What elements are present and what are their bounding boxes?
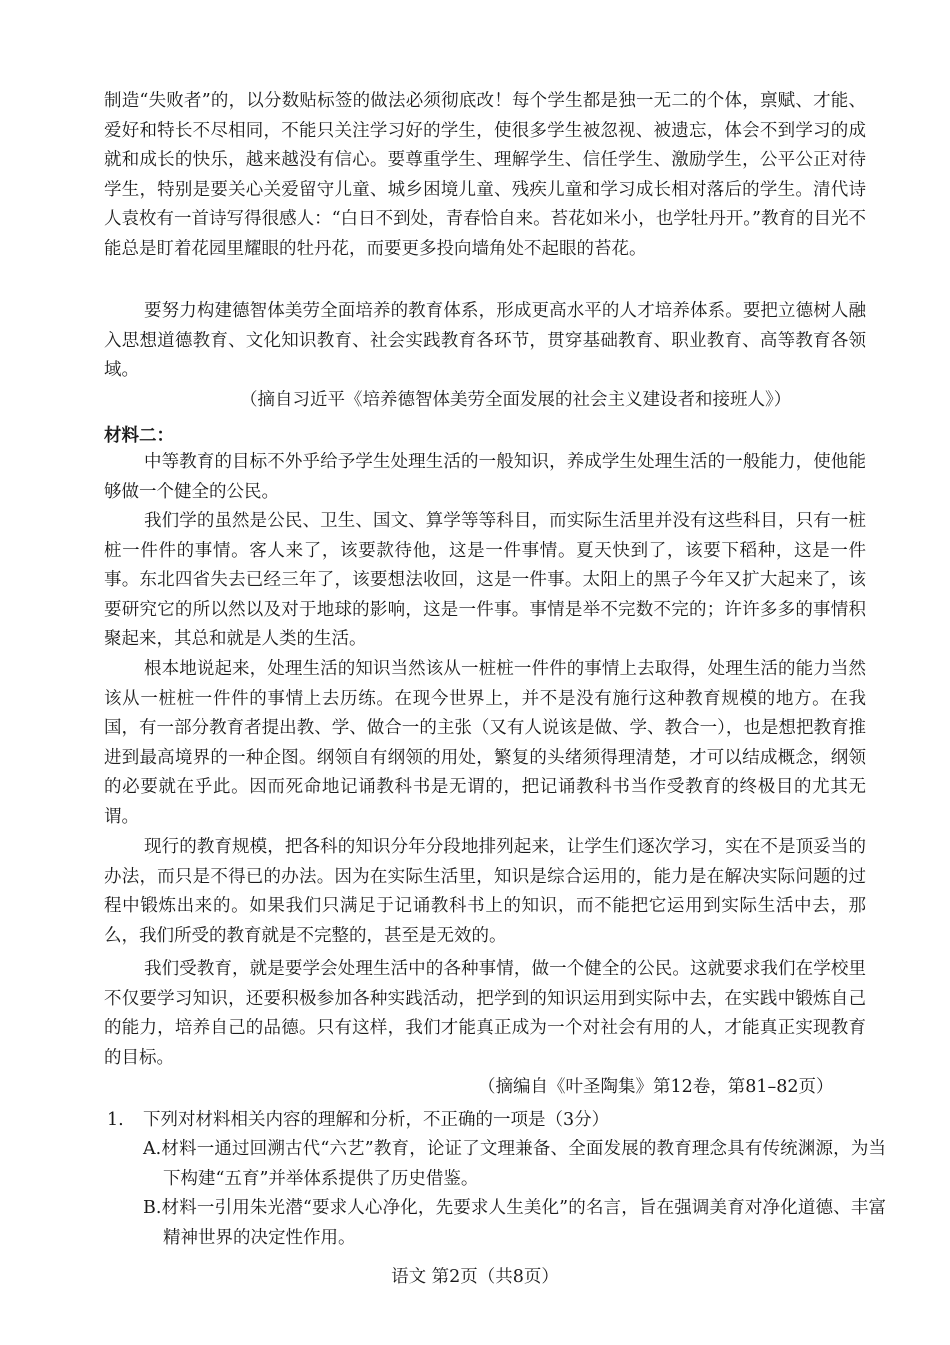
- material1-source: （摘自习近平《培养德智体美劳全面发展的社会主义建设者和接班人》）: [240, 390, 792, 410]
- option-b: B.材料一引用朱光潜“要求人心净化，先要求人生美化”的名言，旨在强调美育对净化道德、丰富精神世界的决定性作用。: [143, 1198, 886, 1248]
- material2-label: 材料二：: [104, 426, 174, 446]
- option-a: A.材料一通过回溯古代“六艺”教育，论证了文理兼备、全面发展的教育理念具有传统渊源，为当下构建“五育”并举体系提供了历史借鉴。: [143, 1139, 886, 1189]
- question-number: 1.: [107, 1110, 124, 1130]
- material2-paragraph-1: 中等教育的目标不外乎给予学生处理生活的一般知识，养成学生处理生活的一般能力，使他能够做一个健全的公民。: [104, 452, 866, 502]
- material1-paragraph-1: 制造“失败者”的，以分数贴标签的做法必须彻底改！每个学生都是独一无二的个体，禀赋、才能、爱好和特长不尽相同，不能只关注学习好的学生，使很多学生被忽视、被遗忘，体会不到学习的成就和成长的快乐，越来越没有信心。要尊重学生、理解学生、信任学生、激励学生，公平公正对待学生，特别是要关心关爱留守儿童、城乡困境儿童、残疾儿童和学习成长相对落后的学生。清代诗人袁枚有一首诗写得很感人：“白日不到处，青春恰自来。苔花如米小，也学牡丹开。”教育的目光不能总是盯着花园里耀眼的牡丹花，而要更多投向墙角处不起眼的苔花。: [104, 91, 866, 259]
- material2-paragraph-5: 我们受教育，就是要学会处理生活中的各种事情，做一个健全的公民。这就要求我们在学校里不仅要学习知识，还要积极参加各种实践活动，把学到的知识运用到实际中去，在实践中锻炼自己的能力，培养自己的品德。只有这样，我们才能真正成为一个对社会有用的人，才能真正实现教育的目标。: [104, 959, 866, 1068]
- material2-paragraph-3: 根本地说起来，处理生活的知识当然该从一桩桩一件件的事情上去取得，处理生活的能力当然该从一桩桩一件件的事情上去历练。在现今世界上，并不是没有施行这种教育规模的地方。在我国，有一部分教育者提出教、学、做合一的主张（又有人说该是做、学、教合一），也是想把教育推进到最高境界的一种企图。纲领自有纲领的用处，繁复的头绪须得理清楚，才可以结成概念，纲领的必要就在乎此。因而死命地记诵教科书是无谓的，把记诵教科书当作受教育的终极目的尤其无谓。: [104, 659, 866, 827]
- material2-paragraph-4: 现行的教育规模，把各科的知识分年分段地排列起来，让学生们逐次学习，实在不是顶妥当的办法，而只是不得已的办法。因为在实际生活里，知识是综合运用的，能力是在解决实际问题的过程中锻炼出来的。如果我们只满足于记诵教科书上的知识，而不能把它运用到实际生活中去，那么，我们所受的教育就是不完整的，甚至是无效的。: [104, 837, 866, 946]
- material1-paragraph-2: 要努力构建德智体美劳全面培养的教育体系，形成更高水平的人才培养体系。要把立德树人融入思想道德教育、文化知识教育、社会实践教育各环节，贯穿基础教育、职业教育、高等教育各领域。: [104, 301, 866, 380]
- material2-source: （摘编自《叶圣陶集》第12卷，第81–82页）: [478, 1077, 834, 1097]
- question-stem: 下列对材料相关内容的理解和分析，不正确的一项是（3分）: [143, 1110, 610, 1130]
- page-footer: 语文 第2页（共8页）: [391, 1267, 559, 1287]
- material2-paragraph-2: 我们学的虽然是公民、卫生、国文、算学等等科目，而实际生活里并没有这些科目，只有一桩桩一件件的事情。客人来了，该要款待他，这是一件事情。夏天快到了，该要下稻种，这是一件事。东北四省失去已经三年了，该要想法收回，这是一件事。太阳上的黑子今年又扩大起来了，该要研究它的所以然以及对于地球的影响，这是一件事。事情是举不完数不完的；许许多多的事情积聚起来，其总和就是人类的生活。: [104, 511, 866, 649]
